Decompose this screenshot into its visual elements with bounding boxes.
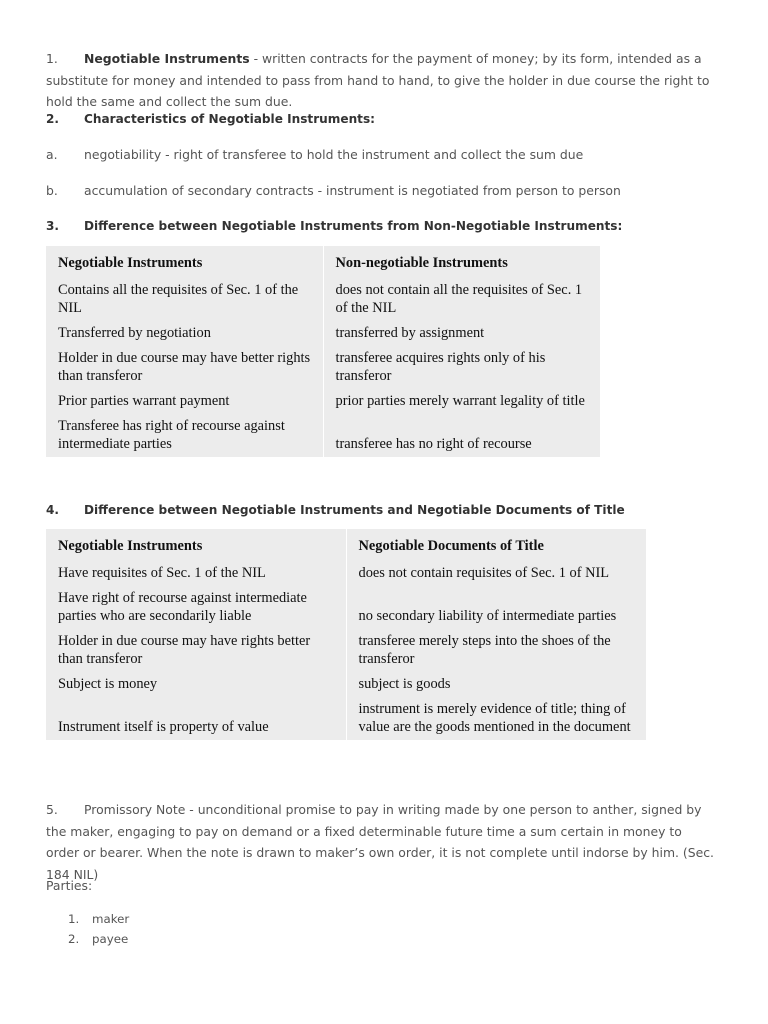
table-cell: Prior parties warrant payment [46,389,323,414]
table-header-row [46,246,600,278]
section-title: Characteristics of Negotiable Instruments: [84,112,375,126]
table-cell: no secondary liability of intermediate parties [358,608,617,624]
table-header-row [46,529,646,561]
table-cell: transferee merely steps into the shoes of the transferor [358,633,611,667]
characteristic-b [46,180,718,202]
table-cell: Transferred by negotiation [46,321,323,346]
table-cell: instrument is merely evidence of title; thing of value are the goods mentioned in the document [358,701,631,735]
table-cell: Subject is money [46,672,346,697]
table-cell: Have requisites of Sec. 1 of the NIL [46,561,346,586]
table-header-cell: Non-negotiable Instruments [335,255,508,271]
table-cell: transferred by assignment [335,325,485,341]
table-cell: prior parties merely warrant legality of title [335,393,585,409]
table-cell: Holder in due course may have rights better than transferor [46,629,346,672]
definition-text: - written contracts for the payment of money; by its form, intended as a substitute for money and intended to pass from hand to hand, to give the holder in due course the right to hold the same and collect the sum due. [46,51,710,109]
list-item: 1. maker [83,910,129,930]
table-cell: Holder in due course may have better rights than transferor [46,346,323,389]
section-4-heading [46,500,718,522]
table-row [46,346,600,389]
parties-label: Parties: [46,878,93,893]
table-cell: does not contain all the requisites of Sec. 1 of the NIL [335,282,583,316]
item-letter: b. [46,183,58,198]
comparison-table-non-negotiable [46,246,600,457]
item-number: 4. [46,503,60,517]
table-row [46,697,646,740]
table-cell: does not contain requisites of Sec. 1 of NIL [358,565,610,581]
table-row [46,561,646,586]
characteristic-a [46,144,718,166]
table-row [46,586,646,629]
characteristic-text: accumulation of secondary contracts - instrument is negotiated from person to person [84,183,621,198]
table-cell: transferee acquires rights only of his transferor [335,350,546,384]
parties-list [46,910,129,949]
section-1-definition [46,48,718,113]
item-letter: a. [46,147,58,162]
table-row [46,629,646,672]
table-row [46,414,600,457]
comparison-table-documents-of-title [46,529,646,740]
section-title: Difference between Negotiable Instruments from Non-Negotiable Instruments: [84,219,623,233]
table-cell: Instrument itself is property of value [46,697,346,740]
table-cell: subject is goods [358,676,451,692]
item-number: 5. [46,802,58,817]
characteristic-text: negotiability - right of transferee to hold the instrument and collect the sum due [84,147,584,162]
table-cell: Contains all the requisites of Sec. 1 of the NIL [46,278,323,321]
section-3-heading [46,216,718,238]
table-row [46,321,600,346]
table-row [46,672,646,697]
section-title: Difference between Negotiable Instruments and Negotiable Documents of Title [84,503,625,517]
item-number: 2. [46,112,60,126]
promissory-note-text: Promissory Note - unconditional promise to pay in writing made by one person to anther, signed by the maker, engaging to pay on demand or a fixed determinable future time a sum certain in money to order or bearer. When the note is drawn to maker’s own order, it is not complete until indorse by him. (Sec. 184 NIL) [46,802,714,882]
list-item: 2. payee [83,930,129,950]
item-number: 1. [46,51,58,66]
table-header-cell: Negotiable Documents of Title [358,538,544,554]
table-header-cell: Negotiable Instruments [46,246,323,278]
section-2-heading [46,109,718,131]
table-cell: Transferee has right of recourse against intermediate parties [46,414,323,457]
term-negotiable-instruments: Negotiable Instruments [84,51,250,66]
section-5-promissory-note [46,799,718,885]
table-header-cell: Negotiable Instruments [46,529,346,561]
table-cell: transferee has no right of recourse [335,436,532,452]
table-row [46,278,600,321]
table-cell: Have right of recourse against intermediate parties who are secondarily liable [46,586,346,629]
item-number: 3. [46,219,60,233]
table-row [46,389,600,414]
